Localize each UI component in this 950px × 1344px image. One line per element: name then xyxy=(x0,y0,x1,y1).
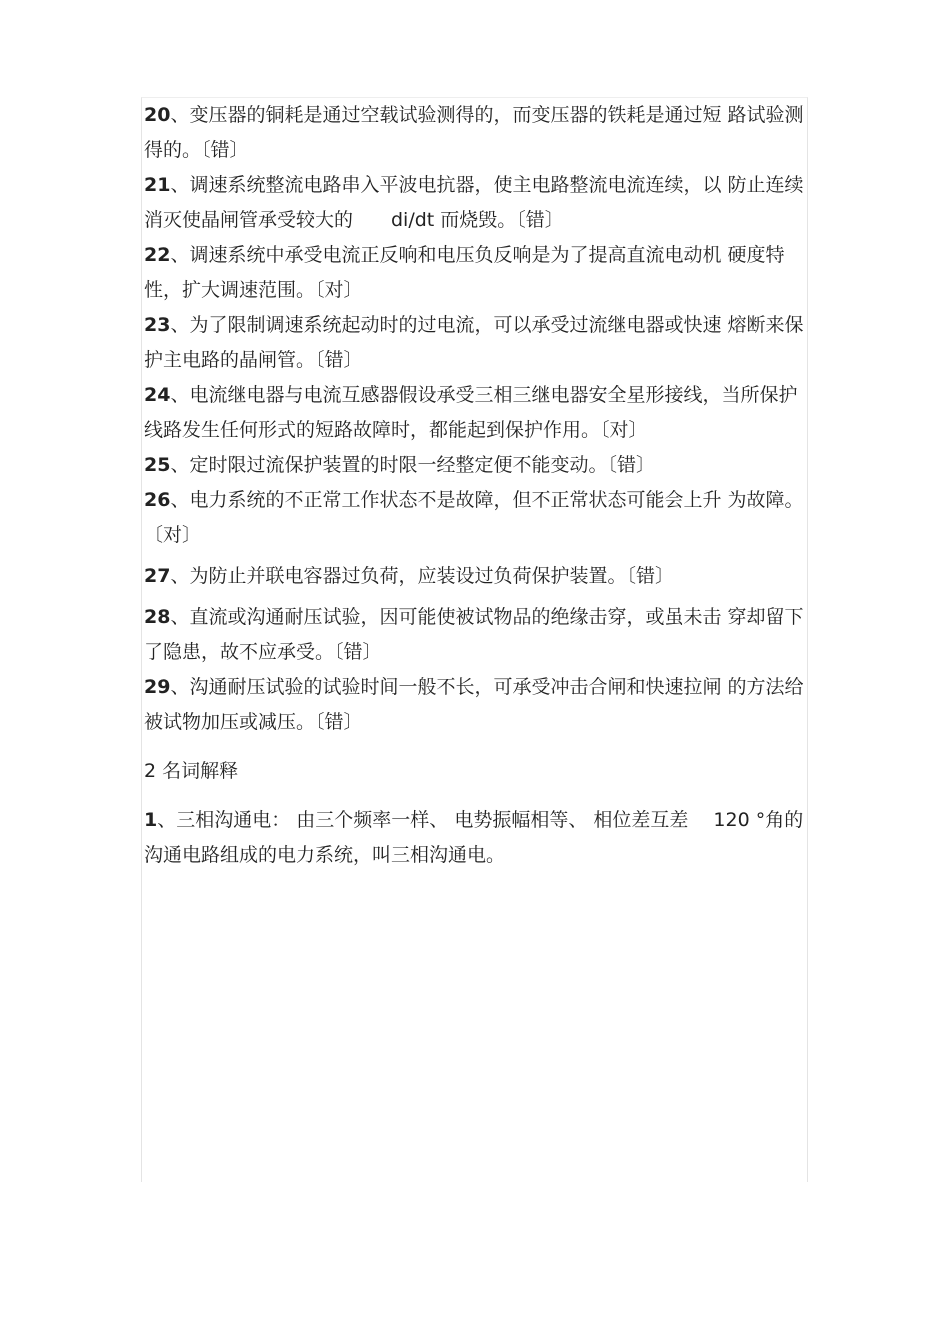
statement-item-23 xyxy=(144,308,804,378)
item-text: 、变压器的铜耗是通过空载试验测得的，而变压器的铁耗是通过短 路试验测得的。〔错〕 xyxy=(144,104,804,161)
definition-item-1 xyxy=(144,803,804,873)
item-text: 、电力系统的不正常工作状态不是故障，但不正常状态可能会上升 为故障。〔对〕 xyxy=(144,489,804,546)
item-text: 、调速系统中承受电流正反响和电压负反响是为了提高直流电动机 硬度特性，扩大调速范围。〔对〕 xyxy=(144,244,785,301)
item-number: 24 xyxy=(144,384,171,406)
item-text: 、沟通耐压试验的试验时间一般不长，可承受冲击合闸和快速拉闸 的方法给被试物加压或减压。〔错〕 xyxy=(144,676,804,733)
item-number: 22 xyxy=(144,244,171,266)
item-number: 25 xyxy=(144,454,171,476)
item-text: 、电流继电器与电流互感器假设承受三相三继电器安全星形接线，当所保护线路发生任何形式的短路故障时，都能起到保护作用。〔对〕 xyxy=(144,384,798,441)
statement-item-27 xyxy=(144,559,804,594)
item-text: 、定时限过流保护装置的时限一经整定便不能变动。〔错〕 xyxy=(170,454,655,476)
statement-item-21 xyxy=(144,168,804,238)
item-number: 1 xyxy=(144,809,158,831)
statement-item-28 xyxy=(144,600,804,670)
item-number: 21 xyxy=(144,174,171,196)
statement-item-26 xyxy=(144,483,804,553)
statement-item-20 xyxy=(144,98,804,168)
statement-item-25 xyxy=(144,448,804,483)
item-number: 29 xyxy=(144,676,171,698)
item-number: 28 xyxy=(144,606,171,628)
item-number: 23 xyxy=(144,314,171,336)
item-text: 、调速系统整流电路串入平波电抗器，使主电路整流电流连续，以 防止连续消灭使晶闸管承受较大的 di/dt 而烧毁。〔错〕 xyxy=(144,174,804,231)
statement-item-24 xyxy=(144,378,804,448)
statement-item-22 xyxy=(144,238,804,308)
item-text: 、三相沟通电： 由三个频率一样、 电势振幅相等、 相位差互差 120 °角的沟通电路组成的电力系统，叫三相沟通电。 xyxy=(144,809,804,866)
item-text: 、为了限制调速系统起动时的过电流，可以承受过流继电器或快速 熔断来保护主电路的晶闸管。〔错〕 xyxy=(144,314,804,371)
section-heading: 2 名词解释 xyxy=(144,760,239,782)
document-content xyxy=(144,98,804,873)
item-number: 26 xyxy=(144,489,171,511)
item-number: 27 xyxy=(144,565,171,587)
statement-item-29 xyxy=(144,670,804,740)
item-text: 、直流或沟通耐压试验，因可能使被试物品的绝缘击穿，或虽未击 穿却留下了隐患，故不应承受。〔错〕 xyxy=(144,606,804,663)
item-text: 、为防止并联电容器过负荷，应装设过负荷保护装置。〔错〕 xyxy=(170,565,674,587)
item-number: 20 xyxy=(144,104,171,126)
